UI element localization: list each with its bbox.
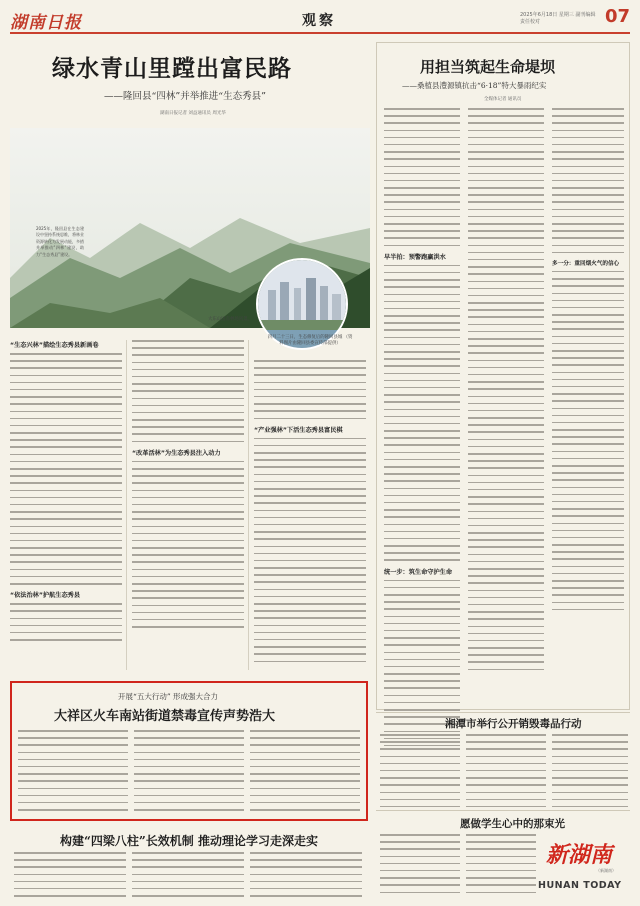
bottom-left-column-1 xyxy=(14,852,126,902)
right-column-2 xyxy=(468,108,544,676)
circle-photo-caption: 四月二十三日，生态修复后的隆回县城 （资料图片由隆回县委宣传部提供） xyxy=(267,335,353,346)
brand-english: HUNAN TODAY xyxy=(538,880,622,891)
right-subhead-3: 多一分：重回烟火气的信心 xyxy=(552,260,620,267)
lead-column-1 xyxy=(10,340,122,646)
bottom-left-column-3 xyxy=(250,852,362,902)
boxed-headline: 大祥区火车南站街道禁毒宣传声势浩大 xyxy=(54,709,276,724)
right-subhead-2: 统一步：筑生命守护生命 xyxy=(384,568,453,576)
date-line: 2025年6月18日 星期三 副刊编辑 责任校对 xyxy=(520,12,596,25)
lead-col1-text xyxy=(10,353,122,585)
page-number: 07 xyxy=(604,6,630,27)
boxed-column-3 xyxy=(250,730,360,816)
boxed-kicker: 开展“五大行动” 形成强大合力 xyxy=(118,692,219,701)
right-headline: 用担当筑起生命堤坝 xyxy=(420,58,556,76)
lead-column-3 xyxy=(254,360,366,668)
lead-column-2 xyxy=(132,340,244,633)
bottom-right-headline-1: 湘潭市举行公开销毁毒品行动 xyxy=(445,718,582,730)
bottom-left-column-2 xyxy=(132,852,244,902)
lead-subhead-2: “依法治林”护航生态秀县 xyxy=(10,592,81,600)
bottom-right-2-column-1 xyxy=(380,834,460,899)
right-column-3 xyxy=(552,108,624,616)
boxed-column-1 xyxy=(18,730,128,816)
boxed-column-2 xyxy=(134,730,244,816)
column-divider xyxy=(126,340,127,670)
lead-headline: 绿水青山里蹚出富民路 xyxy=(52,55,292,82)
lead-byline: 湖南日报记者 刘益通讯员 周光华 xyxy=(160,111,226,116)
brand-tag: （新湖南） xyxy=(596,868,616,873)
lead-side-caption: 2025年，隆回县在生态建设中坚持系统思维，将林业资源转化为发展动能，多措并举推动“四林”建设，助力“生态秀县”建设。 xyxy=(36,226,84,257)
bottom-right-1-column-2 xyxy=(466,734,546,813)
hunan-today-logo xyxy=(536,838,632,902)
newspaper-logo: 湖南日报 xyxy=(10,13,82,33)
bottom-right-headline-2: 愿做学生心中的那束光 xyxy=(460,818,565,830)
bottom-right-2-column-2 xyxy=(466,834,536,899)
bottom-right-1-column-1 xyxy=(380,734,460,813)
brand-logo-text: 新湖南 xyxy=(546,842,613,868)
bottom-right-1-column-3 xyxy=(552,734,628,813)
right-subhead-1: 早半拍：预警跑赢洪水 xyxy=(384,253,446,261)
lead-subtitle: ——隆回县“四林”并举推进“生态秀县” xyxy=(104,91,266,102)
masthead xyxy=(10,6,630,34)
lead-photo-caption: 大东山国有林场风景。 xyxy=(208,317,252,322)
column-divider xyxy=(248,340,249,670)
right-subtitle: ——桑植县澧源镇抗击“6·18”特大暴雨纪实 xyxy=(402,81,547,90)
right-byline: 全媒体记者 通讯员 xyxy=(484,97,522,102)
lead-subhead-1: “生态兴林”描绘生态秀县新画卷 xyxy=(10,342,99,349)
lead-subhead-3: “改革活林”为生态秀县注入动力 xyxy=(132,449,221,457)
section-rule xyxy=(376,810,630,811)
bottom-left-headline: 构建“四梁八柱”长效机制 推动理论学习走深走实 xyxy=(60,834,318,848)
lead-subhead-4: “产业强林”下活生态秀县富民棋 xyxy=(254,426,343,434)
section-title: 观察 xyxy=(302,13,336,29)
right-column-1 xyxy=(384,108,460,752)
section-rule xyxy=(376,712,630,713)
